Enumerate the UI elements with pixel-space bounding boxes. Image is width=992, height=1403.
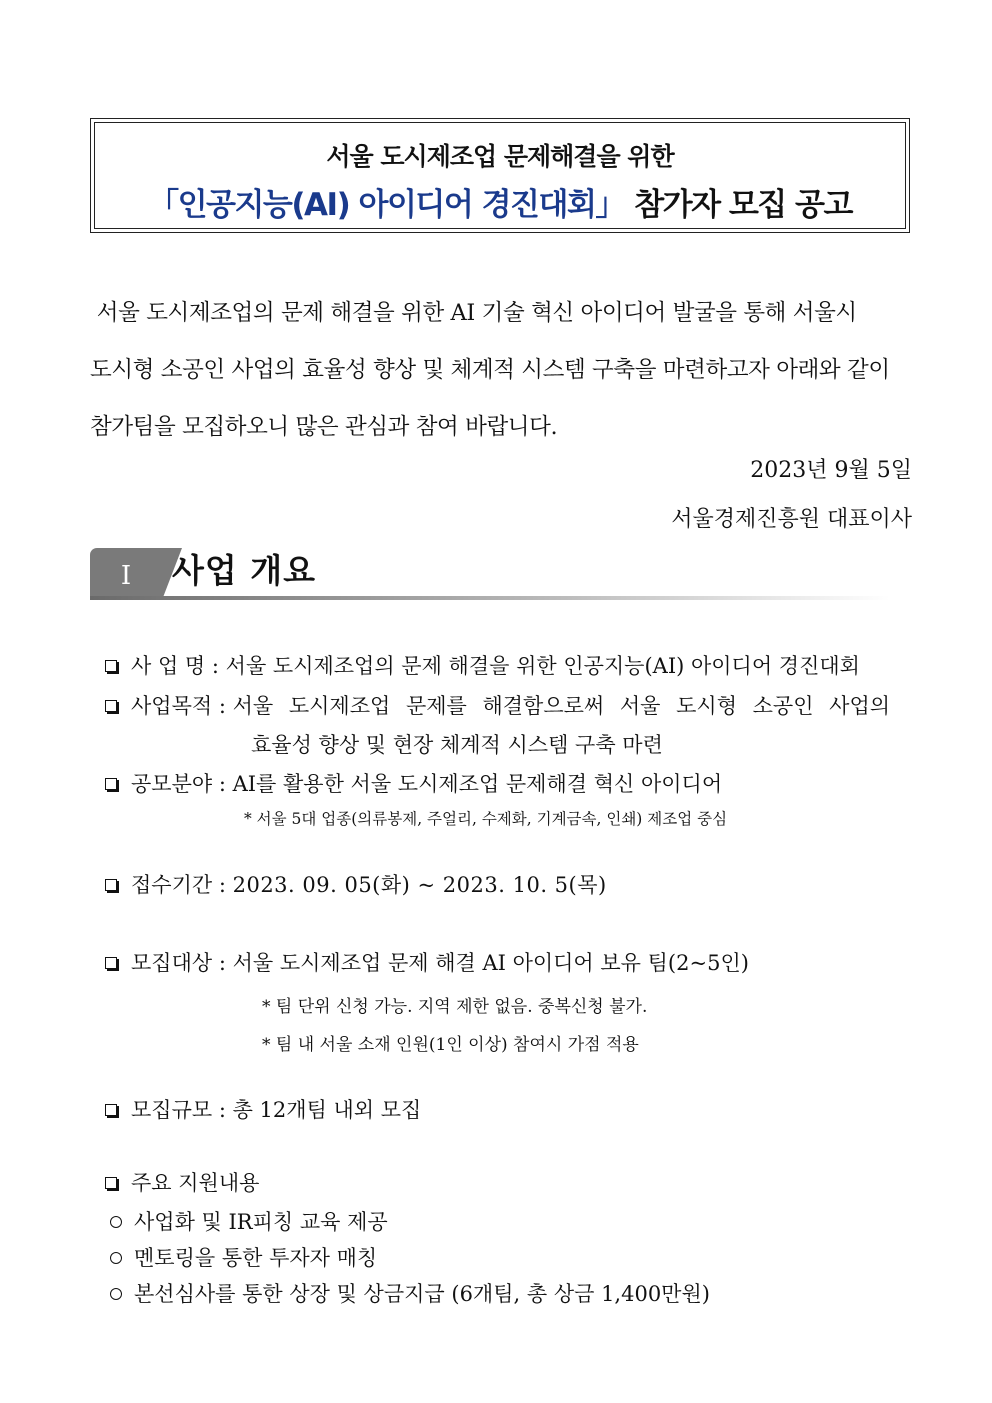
square-bullet-icon (105, 778, 117, 790)
item-target (105, 947, 749, 977)
item-purpose-value-1: 서울 도시제조업 문제를 해결함으로써 서울 도시형 소공인 사업의 (232, 694, 891, 718)
item-period-value: 2023. 09. 05(화) ~ 2023. 10. 5(목) (232, 873, 607, 897)
item-target-note-2: * 팀 내 서울 소재 인원(1인 이상) 참여시 가점 적용 (262, 1035, 639, 1055)
circle-bullet-icon (110, 1216, 122, 1228)
item-name-value: 서울 도시제조업의 문제 해결을 위한 인공지능(AI) 아이디어 경진대회 (225, 654, 860, 678)
item-scale (105, 1094, 421, 1124)
square-bullet-icon (105, 957, 117, 969)
circle-bullet-icon (110, 1288, 122, 1300)
item-period (105, 869, 607, 899)
intro-paragraph (90, 285, 912, 456)
intro-line-1-text: 서울 도시제조업의 문제 해결을 위한 AI 기술 혁신 아이디어 발굴을 통해 서울시 (96, 300, 857, 326)
support-item-text: 본선심사를 통한 상장 및 상금지급 (6개팀, 총 상금 1,400만원) (134, 1282, 710, 1306)
section-title: 사업 개요 (172, 551, 317, 590)
section-header (90, 548, 890, 602)
square-bullet-icon (105, 1177, 117, 1189)
square-bullet-icon (105, 700, 117, 712)
square-bullet-icon (105, 1104, 117, 1116)
title-line-1: 서울 도시제조업 문제해결을 위한 (326, 142, 674, 171)
item-support (105, 1167, 259, 1197)
item-field (105, 768, 722, 798)
item-target-value: 서울 도시제조업 문제 해결 AI 아이디어 보유 팀(2~5인) (232, 951, 749, 975)
title-rest: 참가자 모집 공고 (624, 187, 852, 223)
circle-bullet-icon (110, 1252, 122, 1264)
support-item-text: 멘토링을 통한 투자자 매칭 (134, 1246, 378, 1270)
intro-line-2: 도시형 소공인 사업의 효율성 향상 및 체계적 시스템 구축을 마련하고자 아래와 같이 (90, 357, 890, 383)
title-line-2 (95, 179, 905, 224)
title-accent: 「인공지능(AI) 아이디어 경진대회」 (148, 187, 625, 223)
item-name-label: 사 업 명 : (131, 654, 219, 678)
item-purpose-value-2: 효율성 향상 및 현장 체계적 시스템 구축 마련 (251, 733, 663, 757)
support-item (110, 1242, 377, 1272)
section-number: I (90, 548, 162, 600)
square-bullet-icon (105, 879, 117, 891)
item-field-value: AI를 활용한 서울 도시제조업 문제해결 혁신 아이디어 (232, 772, 723, 796)
square-bullet-icon (105, 660, 117, 672)
intro-line-3: 참가팀을 모집하오니 많은 관심과 참여 바랍니다. (90, 414, 558, 440)
support-item (110, 1206, 388, 1236)
item-field-note: * 서울 5대 업종(의류봉제, 주얼리, 수제화, 기계금속, 인쇄) 제조업 중심 (244, 810, 728, 828)
section-rule (90, 596, 890, 600)
item-name (105, 650, 860, 680)
support-item (110, 1278, 710, 1308)
signer: 서울경제진흥원 대표이사 (671, 507, 912, 532)
item-purpose-label: 사업목적 : (131, 694, 226, 718)
item-field-label: 공모분야 : (131, 772, 226, 796)
item-period-label: 접수기간 : (131, 873, 226, 897)
item-target-label: 모집대상 : (131, 951, 226, 975)
item-scale-value: 총 12개팀 내외 모집 (232, 1098, 422, 1122)
item-target-note-1: * 팀 단위 신청 가능. 지역 제한 없음. 중복신청 불가. (262, 997, 648, 1017)
item-scale-label: 모집규모 : (131, 1098, 226, 1122)
item-purpose (105, 690, 890, 720)
intro-line-1 (90, 285, 912, 342)
announcement-date: 2023년 9월 5일 (750, 458, 912, 483)
title-inner-border (94, 122, 906, 229)
support-item-text: 사업화 및 IR피칭 교육 제공 (134, 1210, 388, 1234)
title-box (90, 118, 910, 233)
item-support-label: 주요 지원내용 (131, 1171, 260, 1195)
